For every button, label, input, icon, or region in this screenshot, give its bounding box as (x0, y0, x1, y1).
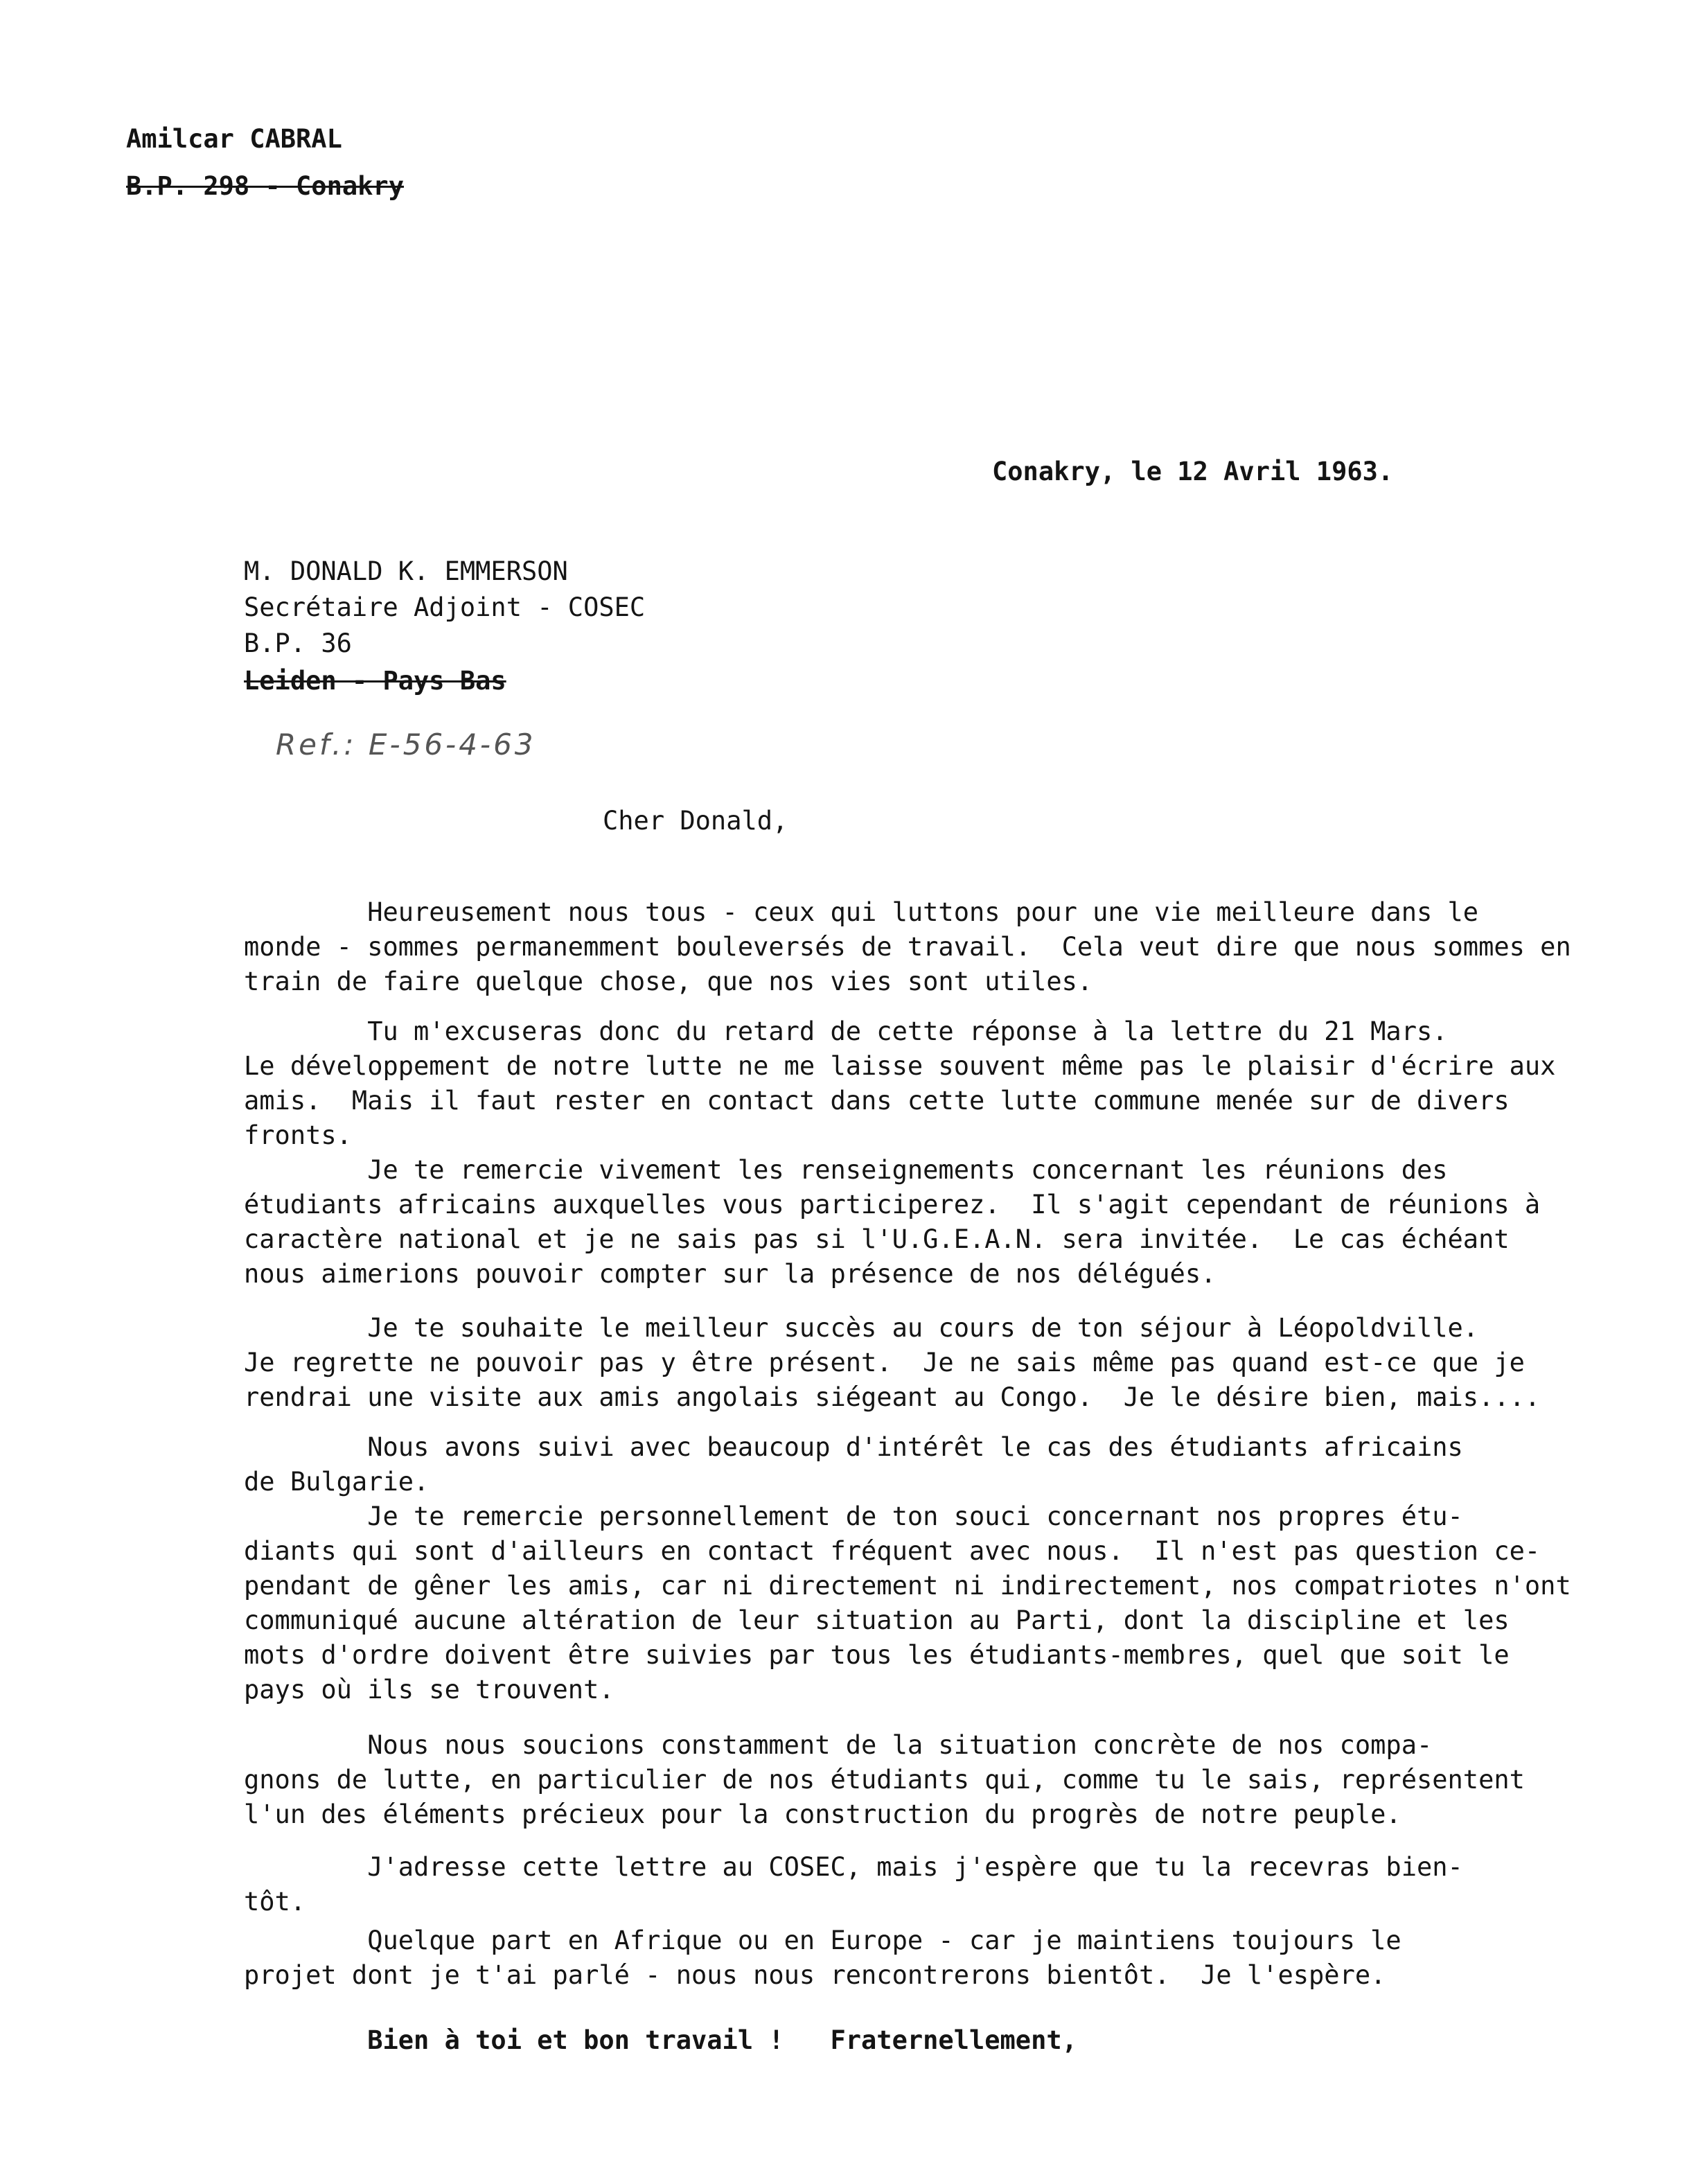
body-line: Je te remercie vivement les renseignements concernant les réunions des (244, 1155, 1448, 1185)
body-line: Je te souhaite le meilleur succès au cours de ton séjour à Léopoldville. (244, 1313, 1479, 1343)
reference-annotation: Ref.: E-56-4-63 (276, 728, 536, 761)
body-line: projet dont je t'ai parlé - nous nous rencontrerons bientôt. Je l'espère. (244, 1960, 1386, 1990)
body-line: caractère national et je ne sais pas si l'U.G.E.A.N. sera invitée. Le cas échéant (244, 1224, 1510, 1254)
recipient-city: Leiden - Pays Bas (244, 666, 506, 696)
recipient-box: B.P. 36 (244, 628, 352, 658)
body-line: diants qui sont d'ailleurs en contact fréquent avec nous. Il n'est pas question ce- (244, 1536, 1541, 1566)
body-line: J'adresse cette lettre au COSEC, mais j'espère que tu la recevras bien- (244, 1852, 1463, 1882)
body-line: Nous nous soucions constamment de la situation concrète de nos compa- (244, 1730, 1433, 1760)
body-line: pendant de gêner les amis, car ni directement ni indirectement, nos compatriotes n'ont (244, 1571, 1571, 1601)
body-line: l'un des éléments précieux pour la construction du progrès de notre peuple. (244, 1799, 1401, 1829)
body-line: monde - sommes permanemment bouleversés de travail. Cela veut dire que nous sommes en (244, 932, 1571, 962)
body-line: de Bulgarie. (244, 1467, 430, 1497)
body-line: Le développement de notre lutte ne me laisse souvent même pas le plaisir d'écrire aux (244, 1051, 1556, 1081)
recipient-name: M. DONALD K. EMMERSON (244, 556, 568, 586)
body-line: Tu m'excuseras donc du retard de cette réponse à la lettre du 21 Mars. (244, 1016, 1448, 1046)
sender-address: B.P. 298 - Conakry (126, 171, 404, 201)
body-line: train de faire quelque chose, que nos vies sont utiles. (244, 967, 1093, 996)
body-line: nous aimerions pouvoir compter sur la présence de nos délégués. (244, 1259, 1217, 1289)
closing: Bien à toi et bon travail ! Fraternellement, (244, 2025, 1077, 2055)
body-line: Quelque part en Afrique ou en Europe - car je maintiens toujours le (244, 1926, 1401, 1955)
date-line: Conakry, le 12 Avril 1963. (992, 457, 1394, 486)
body-line: fronts. (244, 1120, 352, 1150)
salutation: Cher Donald, (603, 806, 788, 836)
body-line: Nous avons suivi avec beaucoup d'intérêt le cas des étudiants africains (244, 1432, 1463, 1462)
body-line: étudiants africains auxquelles vous participerez. Il s'agit cependant de réunions à (244, 1190, 1541, 1219)
body-line: Je te remercie personnellement de ton souci concernant nos propres étu- (244, 1502, 1463, 1531)
body-line: Heureusement nous tous - ceux qui luttons pour une vie meilleure dans le (244, 897, 1479, 927)
recipient-title: Secrétaire Adjoint - COSEC (244, 592, 646, 622)
body-line: pays où ils se trouvent. (244, 1675, 614, 1705)
body-line: mots d'ordre doivent être suivies par tous les étudiants-membres, quel que soit le (244, 1640, 1510, 1670)
body-line: gnons de lutte, en particulier de nos étudiants qui, comme tu le sais, représentent (244, 1765, 1525, 1795)
body-line: amis. Mais il faut rester en contact dans cette lutte commune menée sur de divers (244, 1086, 1510, 1116)
body-line: tôt. (244, 1887, 306, 1917)
body-line: rendrai une visite aux amis angolais siégeant au Congo. Je le désire bien, mais.... (244, 1382, 1541, 1412)
body-line: Je regrette ne pouvoir pas y être présent. Je ne sais même pas quand est-ce que je (244, 1348, 1525, 1377)
sender-name: Amilcar CABRAL (126, 124, 342, 154)
body-line: communiqué aucune altération de leur situation au Parti, dont la discipline et les (244, 1605, 1510, 1635)
